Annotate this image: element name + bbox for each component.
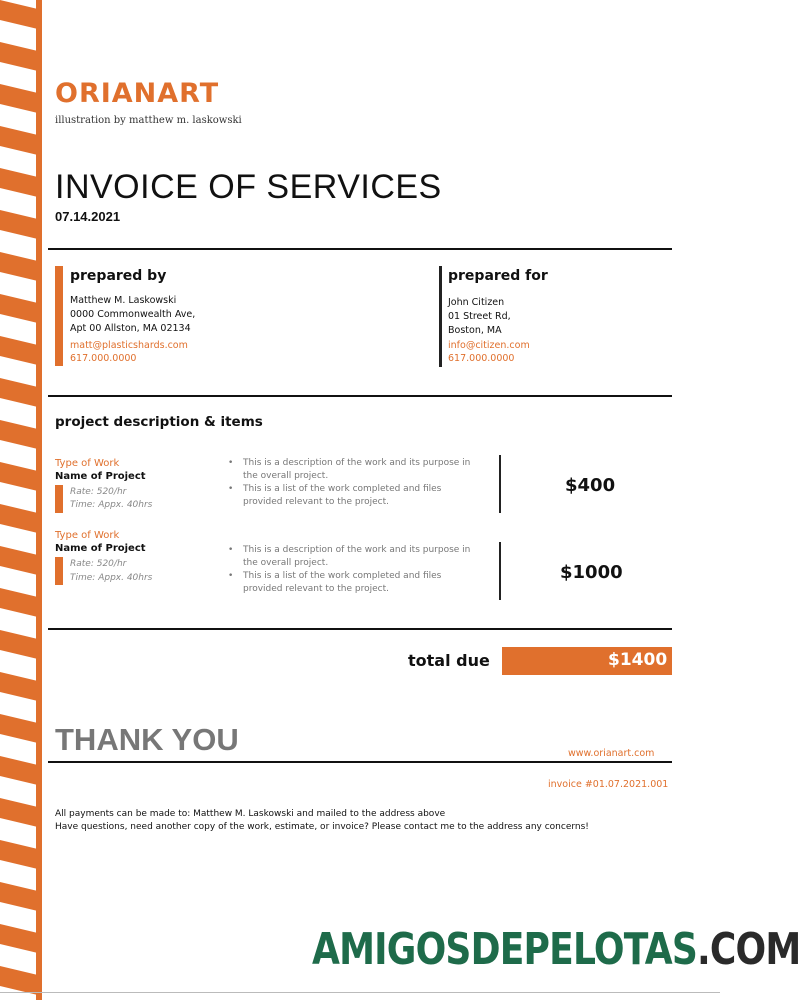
item-bullet: • This is a description of the work and its purpose in the overall project. (228, 457, 478, 483)
item-bullet: • This is a list of the work completed and files provided relevant to the project. (228, 483, 478, 509)
item-accent (55, 557, 63, 585)
prepared-by-phone: 617.000.0000 (70, 353, 137, 364)
item-description (228, 544, 478, 596)
item-price: $1000 (560, 562, 623, 583)
prepared-for-heading: prepared for (448, 268, 548, 284)
prepared-by-name: Matthew M. Laskowski (70, 295, 177, 306)
prepared-by-heading: prepared by (70, 268, 167, 284)
brand-tagline: illustration by matthew m. laskowski (55, 115, 242, 126)
item-accent (55, 485, 63, 513)
brand-name: ORIANART (55, 78, 220, 109)
invoice-title: INVOICE OF SERVICES (55, 168, 442, 206)
bottom-border (0, 992, 720, 993)
item-name: Name of Project (55, 543, 146, 554)
prepared-for-phone: 617.000.0000 (448, 353, 515, 364)
item-description (228, 457, 478, 509)
items-heading: project description & items (55, 414, 263, 430)
divider (48, 395, 672, 397)
prepared-by-address1: 0000 Commonwealth Ave, (70, 309, 196, 320)
website-link[interactable]: www.orianart.com (568, 748, 655, 759)
item-bullet: • This is a description of the work and its purpose in the overall project. (228, 544, 478, 570)
item-name: Name of Project (55, 471, 146, 482)
item-divider (499, 455, 501, 513)
invoice-number: invoice #01.07.2021.001 (548, 779, 669, 790)
contact-note: Have questions, need another copy of the work, estimate, or invoice? Please contact me to the address any concerns! (55, 822, 589, 832)
divider (48, 761, 672, 763)
prepared-for-address1: 01 Street Rd, (448, 311, 511, 322)
item-time: Time: Appx. 40hrs (70, 573, 153, 583)
divider (48, 628, 672, 630)
watermark (312, 924, 800, 975)
prepared-for-divider (439, 266, 442, 367)
item-price: $400 (565, 475, 616, 496)
watermark-tld: .COM (697, 924, 801, 975)
item-time: Time: Appx. 40hrs (70, 500, 153, 510)
prepared-by-email[interactable]: matt@plasticshards.com (70, 340, 188, 351)
item-type: Type of Work (55, 458, 120, 469)
item-divider (499, 542, 501, 600)
thank-you-heading: THANK YOU (55, 722, 239, 757)
invoice-date: 07.14.2021 (55, 209, 121, 224)
divider (48, 248, 672, 250)
prepared-by-accent (55, 266, 63, 366)
total-label: total due (408, 651, 490, 670)
prepared-for-name: John Citizen (448, 297, 505, 308)
item-rate: Rate: 520/hr (70, 487, 127, 497)
prepared-by-address2: Apt 00 Allston, MA 02134 (70, 323, 191, 334)
total-value: $1400 (608, 650, 668, 670)
payment-note: All payments can be made to: Matthew M. Laskowski and mailed to the address above (55, 809, 446, 819)
prepared-for-address2: Boston, MA (448, 325, 502, 336)
striped-border-decoration (0, 0, 42, 1000)
item-rate: Rate: 520/hr (70, 559, 127, 569)
watermark-main: AMIGOSDEPELOTAS (312, 924, 698, 975)
prepared-for-email[interactable]: info@citizen.com (448, 340, 530, 351)
item-type: Type of Work (55, 530, 120, 541)
item-bullet: • This is a list of the work completed and files provided relevant to the project. (228, 570, 478, 596)
